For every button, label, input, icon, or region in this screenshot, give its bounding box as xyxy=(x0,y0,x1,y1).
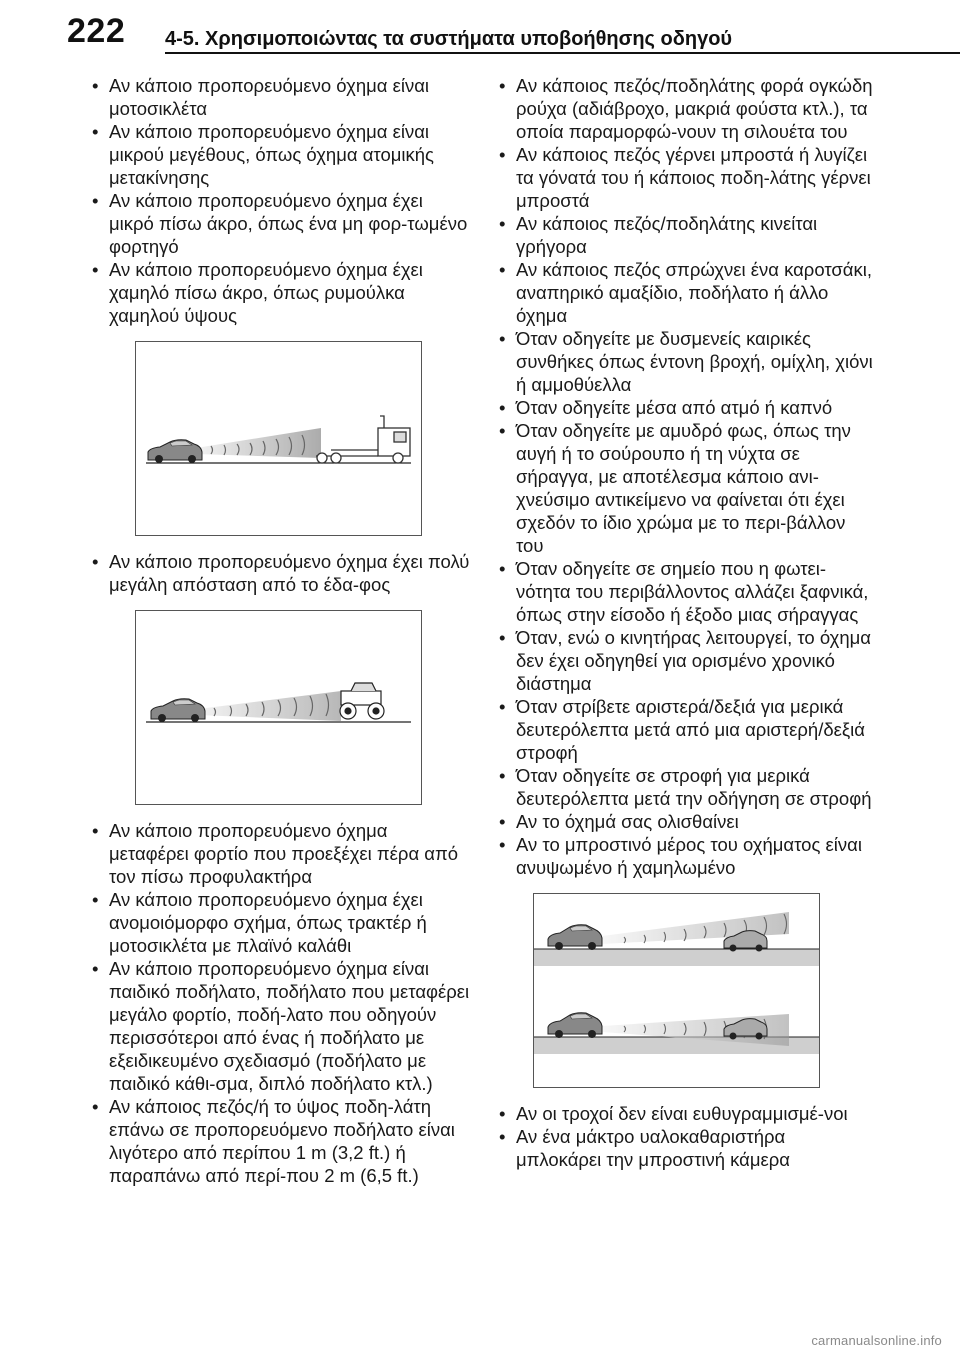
bullet-list xyxy=(88,550,470,596)
car-icon xyxy=(548,925,602,950)
watermark[interactable]: carmanualsonline.info xyxy=(811,1333,942,1348)
header-rule xyxy=(165,52,960,54)
illustration-highclearance-detection xyxy=(136,611,421,804)
list-item: • Όταν οδηγείτε με δυσμενείς καιρικές συνθήκες όπως έντονη βροχή, ομίχλη, χιόνι ή αμμοθύελλα xyxy=(495,327,875,396)
list-item: • Αν κάποιο προπορευόμενο όχημα έχει μικρό πίσω άκρο, όπως ένα μη φορ-τωμένο φορτηγό xyxy=(88,189,470,258)
list-item: • Όταν οδηγείτε σε στροφή για μερικά δευτερόλεπτα μετά την οδήγηση σε στροφή xyxy=(495,764,875,810)
list-item: • Αν κάποιο προπορευόμενο όχημα έχει ανομοιόμορφο σχήμα, όπως τρακτέρ ή μοτοσικλέτα με πλαϊνό καλάθι xyxy=(88,888,470,957)
list-item: • Όταν στρίβετε αριστερά/δεξιά για μερικά δευτερόλεπτα μετά από μια αριστερή/δεξιά στροφή xyxy=(495,695,875,764)
page-number: 222 xyxy=(67,12,126,50)
truck-icon xyxy=(316,416,410,463)
page-header xyxy=(0,0,960,58)
list-item: • Όταν οδηγείτε σε σημείο που η φωτει-νότητα του περιβάλλοντος αλλάζει ξαφνικά, όπως στην είσοδο ή έξοδο μιας σήραγγας xyxy=(495,557,875,626)
figure-vehicle-pitch xyxy=(533,893,820,1088)
left-column xyxy=(88,74,470,1187)
list-item: • Αν κάποιο προπορευόμενο όχημα είναι μικρού μεγέθους, όπως όχημα ατομικής μετακίνησης xyxy=(88,120,470,189)
list-item: • Αν κάποιος πεζός γέρνει μπροστά ή λυγίζει τα γόνατά του ή κάποιος ποδη-λάτης γέρνει μπροστά xyxy=(495,143,875,212)
bullet-list xyxy=(88,74,470,327)
bullet-list xyxy=(495,1102,875,1171)
list-item: • Αν κάποιος πεζός/ή το ύψος ποδη-λάτη επάνω σε προπορευόμενο ποδήλατο είναι λιγότερο από περίπου 1 m (3,2 ft.) ή παραπάνω από περί-που 2 m (6,5 ft.) xyxy=(88,1095,470,1187)
bullet-list xyxy=(88,819,470,1187)
list-item: • Όταν οδηγείτε μέσα από ατμό ή καπνό xyxy=(495,396,875,419)
list-item: • Αν ένα μάκτρο υαλοκαθαριστήρα μπλοκάρει την μπροστινή κάμερα xyxy=(495,1125,875,1171)
list-item: • Όταν οδηγείτε με αμυδρό φως, όπως την αυγή ή το σούρουπο ή τη νύχτα σε σήραγγα, με αποτέλεσμα κάποιο ανι-χνεύσιμο αντικείμενο να φαίνεται ότι έχει σχεδόν το ίδιο χρώμα με το περι-βάλλον του xyxy=(495,419,875,557)
list-item: • Αν κάποιος πεζός/ποδηλάτης φορά ογκώδη ρούχα (αδιάβροχο, μακριά φούστα κτλ.), τα οποία παραμορφώ-νουν τη σιλουέτα του xyxy=(495,74,875,143)
right-column xyxy=(495,74,875,1171)
list-item: • Αν κάποιο προπορευόμενο όχημα είναι παιδικό ποδήλατο, ποδήλατο που μεταφέρει μεγάλο φορτίο, ποδή-λατο που οδηγούν περισσότεροι από ένας ή ποδήλατο με εξειδικευμένο σχεδιασμό (ποδήλατο με παιδικό κάθι-σμα, διπλό ποδήλατο κτλ.) xyxy=(88,957,470,1095)
car-icon xyxy=(148,440,202,463)
list-item: • Αν κάποιο προπορευόμενο όχημα έχει χαμηλό πίσω άκρο, όπως ρυμούλκα χαμηλού ύψους xyxy=(88,258,470,327)
list-item: • Αν κάποιος πεζός/ποδηλάτης κινείται γρήγορα xyxy=(495,212,875,258)
list-item: • Αν το όχημά σας ολισθαίνει xyxy=(495,810,875,833)
illustration-truck-detection xyxy=(136,342,421,535)
offroad-truck-icon xyxy=(340,683,384,719)
list-item: • Αν κάποιο προπορευόμενο όχημα μεταφέρει φορτίο που προεξέχει πέρα από τον πίσω προφυλακτήρα xyxy=(88,819,470,888)
list-item: • Αν οι τροχοί δεν είναι ευθυγραμμισμέ-νοι xyxy=(495,1102,875,1125)
list-item: • Αν το μπροστινό μέρος του οχήματος είναι ανυψωμένο ή χαμηλωμένο xyxy=(495,833,875,879)
figure-high-clearance xyxy=(135,610,422,805)
bullet-list xyxy=(495,74,875,879)
car-icon xyxy=(548,1013,602,1038)
list-item: • Αν κάποιο προπορευόμενο όχημα έχει πολύ μεγάλη απόσταση από το έδα-φος xyxy=(88,550,470,596)
section-title: 4-5. Χρησιμοποιώντας τα συστήματα υποβοήθησης οδηγού xyxy=(165,28,733,50)
illustration-pitch-detection xyxy=(534,894,819,1087)
figure-low-truck xyxy=(135,341,422,536)
list-item: • Αν κάποιο προπορευόμενο όχημα είναι μοτοσικλέτα xyxy=(88,74,470,120)
list-item: • Όταν, ενώ ο κινητήρας λειτουργεί, το όχημα δεν έχει οδηγηθεί για ορισμένο χρονικό διάστημα xyxy=(495,626,875,695)
car-icon xyxy=(151,699,205,722)
list-item: • Αν κάποιος πεζός σπρώχνει ένα καροτσάκι, αναπηρικό αμαξίδιο, ποδήλατο ή άλλο όχημα xyxy=(495,258,875,327)
